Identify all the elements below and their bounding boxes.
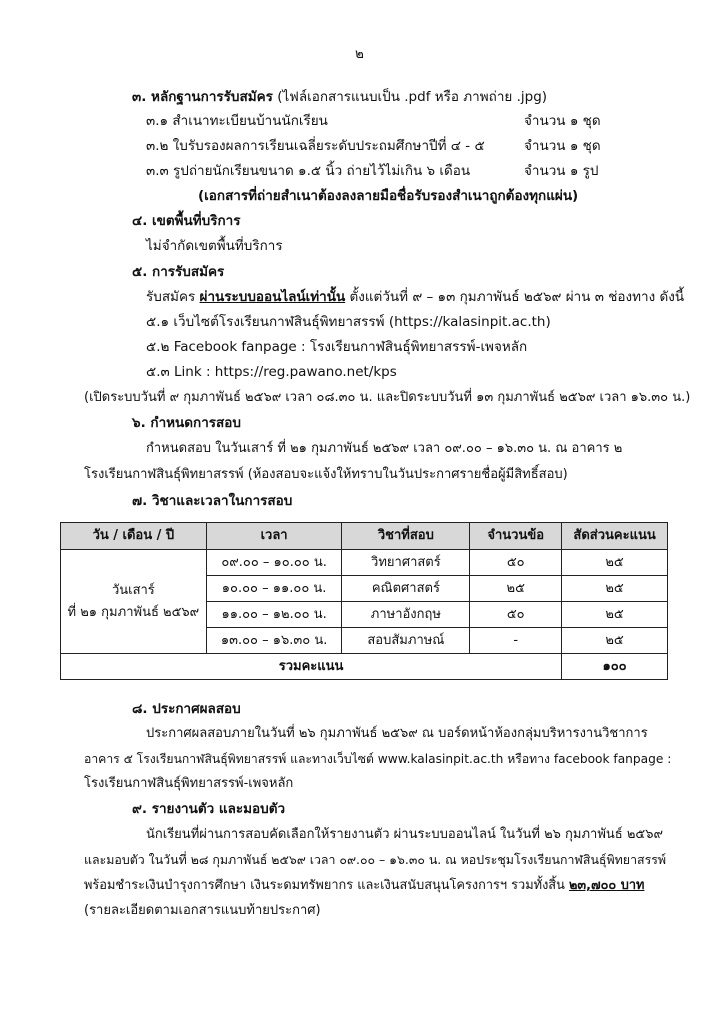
intro-prefix: รับสมัคร — [146, 289, 200, 305]
score-cell: ๒๕ — [562, 628, 668, 654]
section-4-title: ๔. เขตพื้นที่บริการ — [132, 213, 241, 229]
total-value: ๑๐๐ — [562, 654, 668, 680]
channel-website: ๕.๑ เว็บไซต์โรงเรียนกาฬสินธุ์พิทยาสรรพ์ (https://kalasinpit.ac.th) — [146, 314, 551, 330]
doc-item-label: ๓.๓ รูปถ่ายนักเรียนขนาด ๑.๕ นิ้ว ถ่ายไว้ไม่เกิน ๖ เดือน — [146, 163, 471, 179]
section-6-title: ๖. กำหนดการสอบ — [132, 415, 241, 431]
report-line-2: และมอบตัว ในวันที่ ๒๘ กุมภาพันธ์ ๒๕๖๙ เวลา ๐๙.๐๐ – ๑๖.๓๐ น. ณ หอประชุมโรงเรียนกาฬสินธุ์พิทยาสรรพ์ — [84, 852, 667, 867]
subject-cell: ภาษาอังกฤษ — [342, 602, 470, 628]
header-date: วัน / เดือน / ปี — [61, 523, 207, 550]
time-cell: ๑๓.๐๐ – ๑๖.๓๐ น. — [206, 628, 342, 654]
section-3-title: ๓. หลักฐานการรับสมัคร — [132, 89, 273, 105]
channel-facebook: ๕.๒ Facebook fanpage : โรงเรียนกาฬสินธุ์พิทยาสรรพ์-เพจหลัก — [146, 339, 528, 355]
exam-date-full: ที่ ๒๑ กุมภาพันธ์ ๒๕๖๙ — [67, 604, 200, 620]
section-7-title: ๗. วิชาและเวลาในการสอบ — [132, 493, 293, 509]
section-3-note: (ไฟล์เอกสารแนบเป็น .pdf หรือ ภาพถ่าย .jpg) — [277, 89, 548, 105]
online-only-emphasis: ผ่านระบบออนไลน์เท่านั้น — [199, 289, 346, 305]
intro-suffix: ตั้งแต่วันที่ ๙ – ๑๓ กุมภาพันธ์ ๒๕๖๙ ผ่าน ๓ ช่องทาง ดังนี้ — [345, 289, 685, 305]
fee-description: พร้อมชำระเงินบำรุงการศึกษา เงินระดมทรัพยากร และเงินสนับสนุนโครงการฯ รวมทั้งสิ้น — [84, 878, 569, 893]
header-time: เวลา — [206, 523, 342, 550]
channel-link: ๕.๓ Link : https://reg.pawano.net/kps — [146, 364, 397, 380]
exam-schedule-table — [60, 522, 668, 680]
announcement-line-1: ประกาศผลสอบภายในวันที่ ๒๖ กุมภาพันธ์ ๒๕๖๙ ณ บอร์ดหน้าห้องกลุ่มบริหารงานวิชาการ — [146, 726, 648, 741]
report-line-4: (รายละเอียดตามเอกสารแนบท้ายประกาศ) — [84, 903, 321, 918]
score-cell: ๒๕ — [562, 602, 668, 628]
count-cell: ๒๕ — [470, 576, 562, 602]
exam-schedule-line-2: โรงเรียนกาฬสินธุ์พิทยาสรรพ์ (ห้องสอบจะแจ้งให้ทราบในวันประกาศรายชื่อผู้มีสิทธิ์สอบ) — [84, 467, 568, 482]
table-row — [61, 550, 668, 576]
section-8-title: ๘. ประกาศผลสอบ — [132, 701, 241, 717]
section-3-heading — [132, 88, 547, 106]
subject-cell: สอบสัมภาษณ์ — [342, 628, 470, 654]
doc-item-label: ๓.๑ สำเนาทะเบียนบ้านนักเรียน — [146, 113, 328, 129]
announcement-line-3: โรงเรียนกาฬสินธุ์พิทยาสรรพ์-เพจหลัก — [84, 776, 294, 791]
doc-item-qty: จำนวน ๑ รูป — [524, 163, 599, 179]
time-cell: ๑๑.๐๐ – ๑๒.๐๐ น. — [206, 602, 342, 628]
exam-schedule-line-1: กำหนดสอบ ในวันเสาร์ ที่ ๒๑ กุมภาพันธ์ ๒๕๖๙ เวลา ๐๙.๐๐ – ๑๖.๓๐ น. ณ อาคาร ๒ — [146, 441, 623, 456]
report-line-3 — [84, 877, 644, 895]
time-cell: ๐๙.๐๐ – ๑๐.๐๐ น. — [206, 550, 342, 576]
subject-cell: คณิตศาสตร์ — [342, 576, 470, 602]
exam-date-cell — [61, 550, 207, 654]
total-label: รวมคะแนน — [61, 654, 562, 680]
section-4-text: ไม่จำกัดเขตพื้นที่บริการ — [146, 238, 283, 254]
count-cell: ๕๐ — [470, 602, 562, 628]
section-3-warning: (เอกสารที่ถ่ายสำเนาต้องลงลายมือชื่อรับรองสำเนาถูกต้องทุกแผ่น) — [198, 188, 579, 204]
section-5-title: ๕. การรับสมัคร — [132, 264, 225, 280]
header-question-count: จำนวนข้อ — [470, 523, 562, 550]
time-cell: ๑๐.๐๐ – ๑๑.๐๐ น. — [206, 576, 342, 602]
count-cell: - — [470, 628, 562, 654]
header-subject: วิชาที่สอบ — [342, 523, 470, 550]
header-score-ratio: สัดส่วนคะแนน — [562, 523, 668, 550]
doc-item-label: ๓.๒ ใบรับรองผลการเรียนเฉลี่ยระดับประถมศึกษาปีที่ ๔ - ๕ — [146, 138, 485, 154]
subject-cell: วิทยาศาสตร์ — [342, 550, 470, 576]
exam-date-day: วันเสาร์ — [111, 582, 155, 598]
fee-total-amount: ๒๓,๗๐๐ บาท — [568, 878, 645, 893]
section-9-title: ๙. รายงานตัว และมอบตัว — [132, 801, 286, 817]
page-number: ๒ — [355, 46, 364, 62]
report-line-1: นักเรียนที่ผ่านการสอบคัดเลือกให้รายงานตัว ผ่านระบบออนไลน์ ในวันที่ ๒๖ กุมภาพันธ์ ๒๕๖๙ — [146, 827, 664, 842]
table-header-row — [61, 523, 668, 550]
doc-item-qty: จำนวน ๑ ชุด — [524, 113, 601, 129]
score-cell: ๒๕ — [562, 576, 668, 602]
system-open-close-note: (เปิดระบบวันที่ ๙ กุมภาพันธ์ ๒๕๖๙ เวลา ๐๘.๓๐ น. และปิดระบบวันที่ ๑๓ กุมภาพันธ์ ๒๕๖๙ เวลา ๑๖.๓๐ น.) — [84, 390, 691, 405]
table-total-row — [61, 654, 668, 680]
doc-item-qty: จำนวน ๑ ชุด — [524, 138, 601, 154]
score-cell: ๒๕ — [562, 550, 668, 576]
section-5-intro — [146, 288, 684, 306]
announcement-line-2: อาคาร ๕ โรงเรียนกาฬสินธุ์พิทยาสรรพ์ และทางเว็บไซต์ www.kalasinpit.ac.th หรือทาง facebook fanpage : — [84, 752, 672, 766]
count-cell: ๕๐ — [470, 550, 562, 576]
